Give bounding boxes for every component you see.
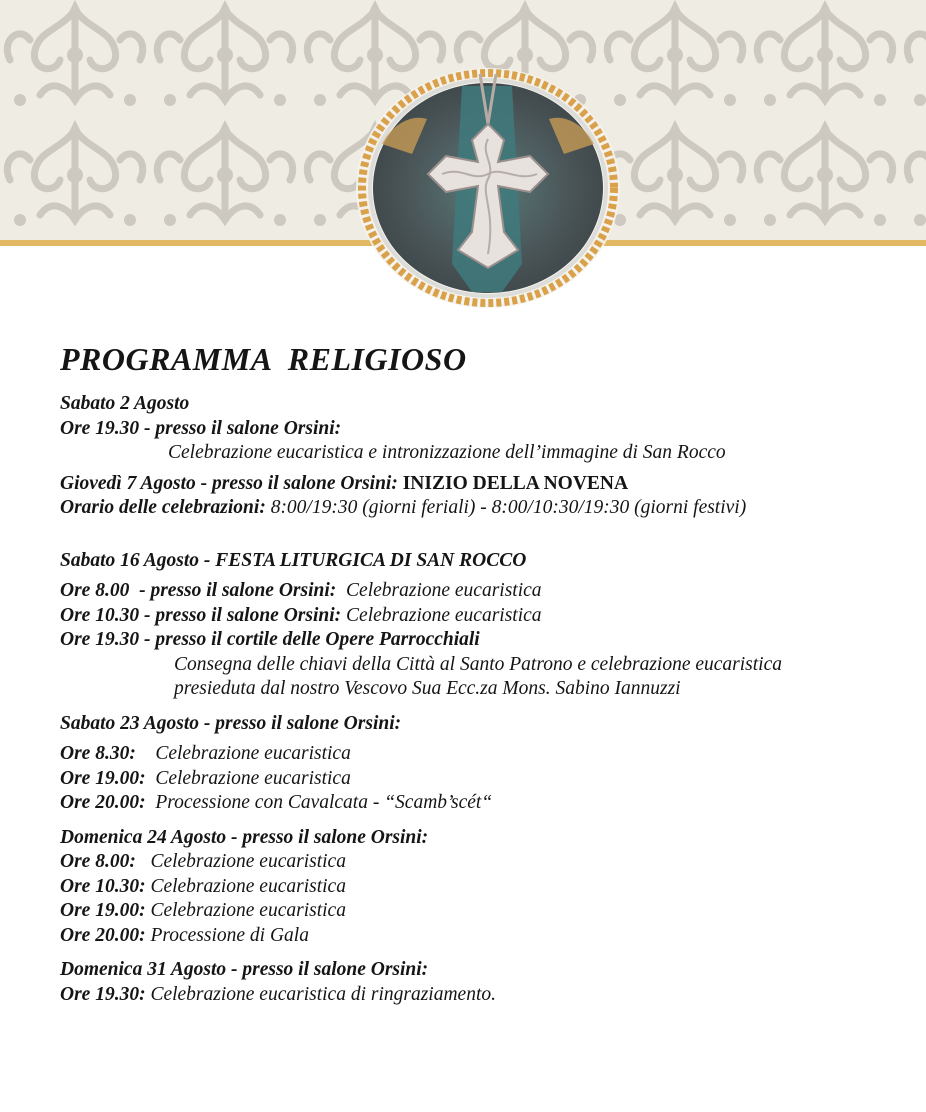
item-desc: Processione di Gala (145, 924, 309, 946)
section-sabato-23-agosto (60, 712, 920, 816)
schedule-value: 8:00/19:30 (giorni feriali) - 8:00/10:30/19:30 (giorni festivi) (265, 497, 747, 518)
section-date: Giovedì 7 Agosto - presso il salone Orsini: (60, 472, 403, 494)
section-sabato-16-agosto (60, 549, 920, 702)
event-description: Celebrazione eucaristica e intronizzazione dell’immagine di San Rocco (168, 442, 726, 463)
section-giovedi-7-agosto (60, 472, 920, 521)
item-time: Ore 10.30: (60, 875, 146, 897)
schedule-label: Orario delle celebrazioni: (60, 497, 266, 518)
item-time: Ore 19.30 - presso il cortile delle Opere Parrocchiali (60, 629, 480, 650)
item-time: Ore 19.30: (60, 983, 146, 1005)
cross-medallion-image (352, 64, 624, 312)
schedule-item (60, 791, 920, 816)
schedule-item (60, 628, 920, 653)
section-heading: Domenica 24 Agosto - presso il salone Orsini: (60, 826, 429, 848)
section-domenica-24-agosto (60, 826, 920, 949)
item-time: Ore 19.00: (60, 900, 146, 921)
section-heading (60, 472, 920, 497)
item-time: Ore 8.00: (60, 851, 136, 872)
item-desc: Celebrazione eucaristica (145, 900, 346, 921)
item-time: Ore 19.00: (60, 767, 146, 789)
item-desc: Celebrazione eucaristica (145, 875, 346, 897)
schedule-item (60, 767, 920, 792)
item-desc: Celebrazione eucaristica (341, 604, 542, 626)
item-desc: Celebrazione eucaristica (135, 743, 351, 764)
schedule-item (60, 983, 920, 1008)
item-time: Ore 10.30 - presso il salone Orsini: (60, 604, 342, 626)
section-heading: Sabato 16 Agosto - FESTA LITURGICA DI SAN ROCCO (60, 549, 527, 571)
page-title: PROGRAMMA RELIGIOSO (60, 341, 467, 377)
item-desc: Celebrazione eucaristica (145, 767, 351, 789)
schedule-item (60, 924, 920, 949)
schedule-item (60, 899, 920, 924)
item-time: Ore 20.00: (60, 924, 146, 946)
item-desc: Celebrazione eucaristica di ringraziamento. (145, 983, 497, 1005)
section-sabato-2-agosto (60, 392, 920, 466)
item-time: Ore 20.00: (60, 792, 146, 813)
section-event: INIZIO DELLA NOVENA (402, 472, 629, 494)
item-desc: Celebrazione eucaristica (135, 851, 346, 872)
item-desc: Celebrazione eucaristica (336, 580, 542, 601)
section-date: Sabato 2 Agosto (60, 393, 190, 414)
section-domenica-31-agosto (60, 958, 920, 1007)
schedule-item (60, 742, 920, 767)
schedule-item (60, 850, 920, 875)
event-time: Ore 19.30 - presso il salone Orsini: (60, 417, 342, 439)
schedule-item (60, 875, 920, 900)
event-description: presieduta dal nostro Vescovo Sua Ecc.za Mons. Sabino Iannuzzi (174, 678, 681, 699)
item-time: Ore 8.30: (60, 743, 136, 764)
schedule-line (60, 496, 920, 521)
schedule-item (60, 579, 920, 604)
section-heading: Domenica 31 Agosto - presso il salone Orsini: (60, 959, 429, 980)
event-description: Consegna delle chiavi della Città al Santo Patrono e celebrazione eucaristica (174, 653, 783, 675)
schedule-item (60, 604, 920, 629)
programma-religioso (60, 340, 920, 1007)
section-heading: Sabato 23 Agosto - presso il salone Orsini: (60, 712, 402, 734)
item-desc: Processione con Cavalcata - “Scamb’scét“ (145, 792, 493, 813)
item-time: Ore 8.00 - presso il salone Orsini: (60, 580, 337, 601)
